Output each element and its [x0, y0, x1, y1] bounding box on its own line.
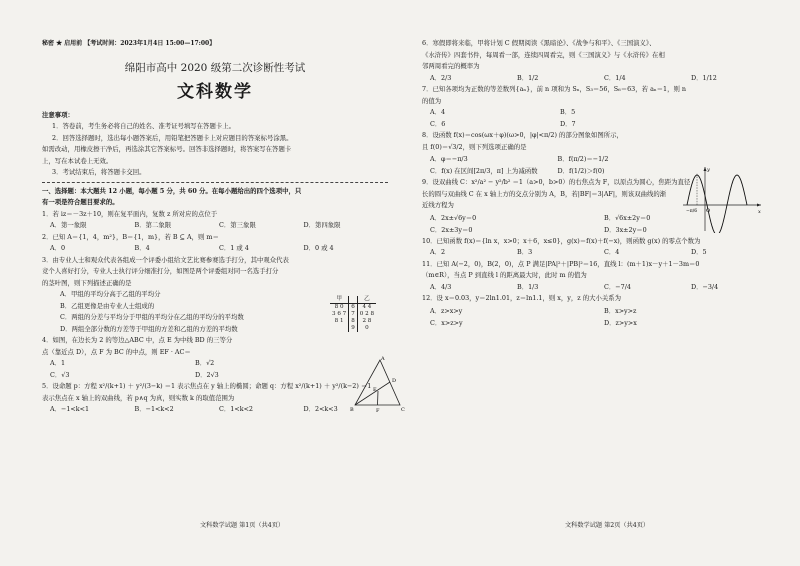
- origin-label: O: [706, 208, 711, 214]
- question-9-stem: 长的圆与双曲线 C 在 x 轴上方的交点分别为 A，B，若|BF|＝3|AF|，则该双曲线的渐: [422, 189, 667, 198]
- question-10-options: [422, 247, 778, 259]
- option: B．1/2: [517, 73, 539, 82]
- stem-leaf-cell: 7: [349, 311, 358, 318]
- option: A．第一象限: [50, 221, 87, 229]
- page-footer: 文科数学试题 第2页（共4页）: [565, 522, 650, 529]
- option: C．1 或 4: [219, 244, 249, 252]
- note-item: 如需改动，用橡皮擦干净后，再选涂其它答案标号。回答非选择题时，将答案写在答题卡: [42, 145, 292, 153]
- question-10-stem: 10．已知函数 f(x)＝{ln x，x>0；x＋6，x≤0}，g(x)＝f(x)＋f(−x)，则函数 g(x) 的零点个数为: [422, 236, 701, 245]
- vertex-label: C: [401, 407, 405, 413]
- question-7-stem: 的值为: [422, 96, 442, 105]
- question-12-stem: 12．设 x＝0.03，y＝2ln1.01，z＝ln1.1，则 x，y，z 的大小关系为: [422, 294, 622, 302]
- vertex-label: D: [392, 378, 397, 384]
- option: D．3x±2y＝0: [604, 225, 647, 234]
- question-4-stem: 点（靠近点 D），点 F 为 BC 的中点，则 EF · AC＝: [42, 347, 191, 356]
- note-item: 1．答卷前，考生务必将自己的姓名、准考证号填写在答题卡上。: [52, 122, 236, 130]
- question-7-options: [422, 119, 690, 131]
- option: B．4: [134, 244, 150, 252]
- option: D．0 或 4: [303, 244, 334, 252]
- option: D．第四象限: [303, 221, 341, 229]
- option: C．x>z>y: [430, 318, 463, 327]
- vertex-label: E: [373, 387, 377, 393]
- option: B．√6x±2y＝0: [604, 213, 651, 222]
- notes-heading: 注意事项：: [42, 110, 74, 119]
- option: B．第二象限: [134, 221, 172, 229]
- option: B．−1<k<2: [134, 405, 174, 413]
- question-4-options: [42, 358, 340, 370]
- page-footer: 文科数学试题 第1页（共4页）: [200, 522, 285, 529]
- option: C．2x±3y＝0: [430, 225, 473, 234]
- stem-leaf-cell: 3 6 7: [332, 311, 347, 317]
- option: C．1<k<2: [219, 405, 253, 413]
- option: A．4/3: [430, 282, 452, 291]
- note-item: 3．考试结束后，将答题卡交回。: [52, 168, 146, 176]
- question-6-stem: 《水浒传》四套书件，每周看一部，连续四周看完，则《三国演义》与《水浒传》在相: [422, 50, 665, 59]
- option: B．1/3: [517, 282, 539, 291]
- option: C．6: [430, 119, 446, 128]
- option: D．1/12: [691, 73, 717, 82]
- question-5-stem: 表示焦点在 x 轴上的双曲线，若 p∧q 为真，则实数 k 的取值范围为: [42, 393, 235, 402]
- section-heading: 一、选择题：本大题共 12 小题，每小题 5 分，共 60 分。在每小题给出的四个选项中，只: [42, 186, 302, 195]
- vertex-label: F: [376, 408, 380, 413]
- question-12-options: [422, 305, 778, 329]
- question-3-stem: 3．由专业人士和观众代表各组成一个评委小组给文艺比赛参赛选手打分，其中观众代表: [42, 255, 289, 264]
- option: D．f(1/2)＞f(0): [557, 167, 605, 175]
- option: B．√2: [195, 359, 215, 367]
- option: C．1/4: [604, 73, 626, 82]
- exam-title: 绵阳市高中 2020 级第二次诊断性考试: [124, 61, 306, 74]
- subject-title: 文科数学: [177, 81, 253, 102]
- stem-leaf-cell: [330, 325, 349, 332]
- option: B．3: [517, 248, 533, 256]
- question-6-stem: 6．寒假即将来临，甲将计划 C 假期阅读《黑暗论》、《战争与和平》、《三国演义》、: [422, 39, 656, 47]
- section-heading-cont: 有一项是符合题目要求的。: [42, 198, 119, 206]
- stem-leaf-cell: 0 2 8: [359, 311, 375, 317]
- right-page: [400, 0, 800, 566]
- stem-leaf-cell: 8: [349, 318, 358, 325]
- question-4-options: [42, 370, 340, 382]
- confidential-header: 秘密 ★ 启用前 【考试时间：2023年1月4日 15:00—17:00】: [42, 40, 216, 47]
- question-1-options: [42, 220, 388, 232]
- question-9-stem: 9．设双曲线 C：x²/a² − y²/b² ＝1（a>0，b>0）的右焦点为 F，以原点为圆心，焦距为直径: [422, 178, 691, 186]
- question-2-stem: 2．已知 A＝{1，4，m²}，B＝{1，m}，若 B ⊆ A，则 m＝: [42, 232, 219, 241]
- option: A．z>x>y: [430, 306, 463, 315]
- option: B．5: [560, 108, 576, 116]
- stem-leaf-header: 甲: [330, 296, 349, 304]
- option: C．第三象限: [219, 221, 256, 229]
- option: D．2√3: [195, 370, 219, 379]
- stem-leaf-cell: 0: [365, 325, 369, 331]
- question-7-options: [422, 107, 690, 119]
- stem-leaf-plot: [330, 296, 376, 332]
- option: C．−7/4: [604, 282, 631, 291]
- option: A．2x±√6y＝0: [430, 213, 477, 222]
- note-item: 上，写在本试卷上无效。: [42, 156, 113, 165]
- note-item: 2．回答选择题时，选出每小题答案后，用铅笔把答题卡上对应题目的答案标号涂黑。: [52, 133, 293, 142]
- question-6-stem: 邻两周看完的概率为: [422, 62, 480, 70]
- option: B．f(π/2)＝−1/2: [557, 155, 609, 163]
- question-11-stem: （m∈R），当点 P 到直线 l 的距离最大时，此时 m 的值为: [422, 271, 587, 279]
- option: A．φ＝−π/3: [430, 155, 468, 163]
- vertex-label: A: [381, 356, 385, 362]
- option: A．2/3: [430, 73, 452, 82]
- stem-leaf-header: [349, 296, 358, 304]
- option: A．−1<k<1: [50, 405, 90, 413]
- question-3-stem: 竞个人喜好打分，专业人士执行评分细准打分，如图是两个评委组对同一名选手打分: [42, 267, 279, 275]
- option: C．两组的分差与平均分于甲组的平均分在乙组的平均分的平均数: [60, 313, 244, 321]
- question-9-stem: 近线方程为: [422, 201, 454, 209]
- cosine-curve: [687, 175, 747, 233]
- question-11-options: [422, 282, 778, 294]
- option: D．−3/4: [691, 282, 719, 291]
- stem-leaf-cell: 9: [349, 325, 358, 332]
- question-6-options: [422, 73, 778, 85]
- arrow-icon: [757, 204, 761, 207]
- question-5-stem: 5．设命题 p：方程 x²/(k+1) ＋ y²/(3−k) ＝1 表示焦点在 y 轴上的椭圆；命题 q：方程 x²/(k+1) ＋ y²/(k−2) ＝1: [42, 382, 372, 390]
- option: C．4: [604, 248, 620, 256]
- axis-label: x: [758, 209, 761, 215]
- stem-leaf-cell: 8 0: [334, 304, 344, 310]
- option: B．乙组更像是由专业人士组成的: [60, 301, 155, 310]
- stem-leaf-cell: 6: [349, 304, 358, 312]
- option: D．2<k<3: [303, 405, 338, 413]
- stem-leaf-cell: 8 1: [334, 318, 344, 324]
- question-5-options: [42, 404, 388, 416]
- option: A．甲组的平均分高于乙组的平均分: [60, 290, 161, 298]
- option: A．4: [430, 108, 446, 116]
- option: D．两组全部分数的方差等于甲组的方差和乙组的方差的平均数: [60, 324, 238, 333]
- tick-label: −π/6: [686, 209, 698, 214]
- cosine-graph-figure: [683, 165, 763, 233]
- question-1-stem: 1．若 iz＝－3z＋10，则在复平面内，复数 z 所对应的点位于: [42, 209, 218, 218]
- triangle-figure: [350, 355, 405, 413]
- option: D．5: [691, 248, 707, 256]
- option: C．f(x) 在区间[2π/3，π] 上为减函数: [430, 167, 538, 175]
- option: D．z>y>x: [604, 318, 637, 327]
- option: A．0: [50, 244, 66, 252]
- axis-label: y: [707, 167, 710, 173]
- question-11-stem: 11．已知 A(−2，0)，B(2，0)，点 P 满足|PA|²＋|PB|²＝16，直线 l：(m＋1)x－y＋1－3m＝0: [422, 259, 700, 268]
- divider: [42, 182, 388, 183]
- option: C．√3: [50, 370, 70, 379]
- question-8-stem: 8．设函数 f(x)＝cos(ωx＋φ)(ω>0，|φ|<π/2) 的部分图象如图所示，: [422, 131, 623, 139]
- question-4-stem: 4．如图，在边长为 2 的等边△ABC 中，点 E 为中线 BD 的三等分: [42, 336, 233, 344]
- question-8-options: [422, 153, 685, 177]
- question-2-options: [42, 243, 388, 255]
- option: D．7: [560, 119, 576, 128]
- stem-leaf-header: 乙: [357, 296, 376, 304]
- question-3-stem: 的茎叶图，则下列描述正确的是: [42, 278, 132, 287]
- stem-leaf-cell: 2 8: [362, 318, 372, 324]
- option: A．1: [50, 359, 66, 367]
- option: A．2: [430, 248, 446, 256]
- vertex-label: B: [350, 407, 354, 413]
- question-8-stem: 且 f(0)＝√3/2，则下列选项正确的是: [422, 142, 527, 151]
- question-7-stem: 7．已知各项均为正数的等差数列{aₙ}，前 n 项和为 Sₙ，S₃＝56，S₆＝63，若 aₙ＝1，则 n: [422, 85, 687, 93]
- option: B．x>y>z: [604, 306, 637, 315]
- stem-leaf-cell: 4 4: [362, 304, 372, 310]
